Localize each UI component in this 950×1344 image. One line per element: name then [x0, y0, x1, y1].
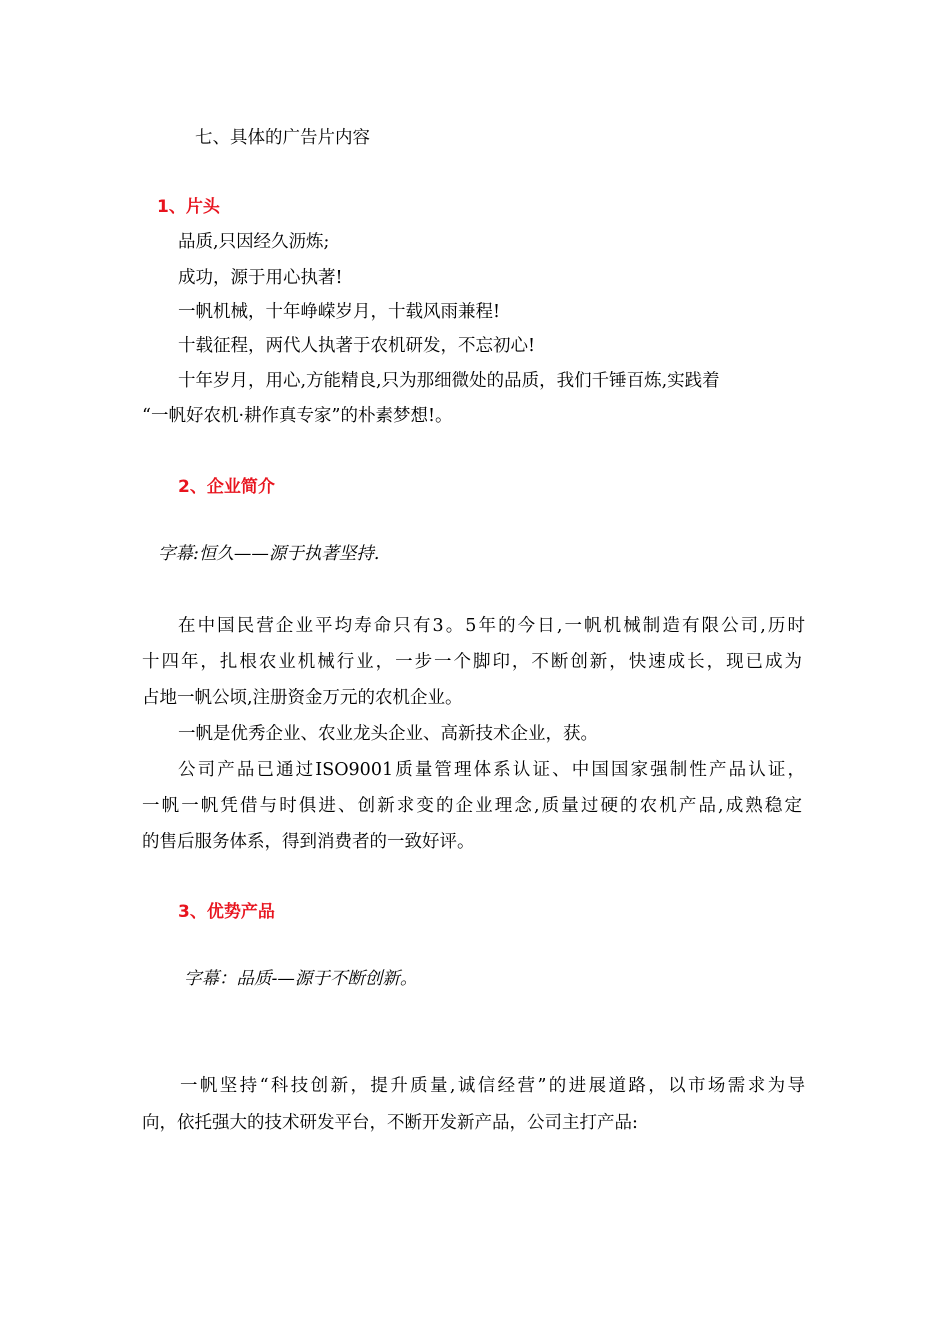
paragraph-line: 十四年，扎根农业机械行业，一步一个脚印，不断创新，快速成长，现已成为	[142, 652, 802, 672]
paragraph-line: 在中国民营企业平均寿命只有3。5年的今日,一帆机械制造有限公司,历时	[178, 616, 805, 636]
section-heading-opening: 1、片头	[157, 197, 220, 217]
paragraph-line: 一帆坚持“科技创新，提升质量,诚信经营”的进展道路，以市场需求为导	[180, 1076, 805, 1096]
paragraph-line: 成功，源于用心执著!	[178, 268, 343, 288]
paragraph-line: 品质,只因经久沥炼;	[178, 232, 330, 252]
paragraph-line: 一帆一帆凭借与时俱进、创新求变的企业理念,质量过硬的农机产品,成熟稳定	[142, 796, 802, 816]
paragraph-line: 公司产品已通过ISO9001质量管理体系认证、中国国家强制性产品认证，	[178, 760, 805, 780]
page-title: 七、具体的广告片内容	[195, 128, 370, 148]
section-heading-company-intro: 2、企业简介	[178, 477, 275, 497]
paragraph-line: 十年岁月，用心,方能精良,只为那细微处的品质，我们千锤百炼,实践着	[178, 371, 720, 391]
paragraph-line: 的售后服务体系，得到消费者的一致好评。	[142, 832, 475, 852]
section-heading-products: 3、优势产品	[178, 902, 275, 922]
paragraph-line: 占地一帆公顷,注册资金万元的农机企业。	[142, 688, 463, 708]
subtitle-caption: 字幕：品质-—源于不断创新。	[184, 969, 418, 989]
subtitle-caption: 字幕:恒久——源于执著坚持.	[158, 544, 380, 564]
paragraph-line: 一帆机械，十年峥嵘岁月，十载风雨兼程!	[178, 302, 501, 322]
paragraph-line: 向，依托强大的技术研发平台，不断开发新产品，公司主打产品:	[142, 1113, 638, 1133]
paragraph-line: 十载征程，两代人执著于农机研发，不忘初心!	[178, 336, 536, 356]
paragraph-line: “一帆好农机·耕作真专家”的朴素梦想!。	[142, 406, 453, 426]
paragraph-line: 一帆是优秀企业、农业龙头企业、高新技术企业，获。	[178, 724, 598, 744]
